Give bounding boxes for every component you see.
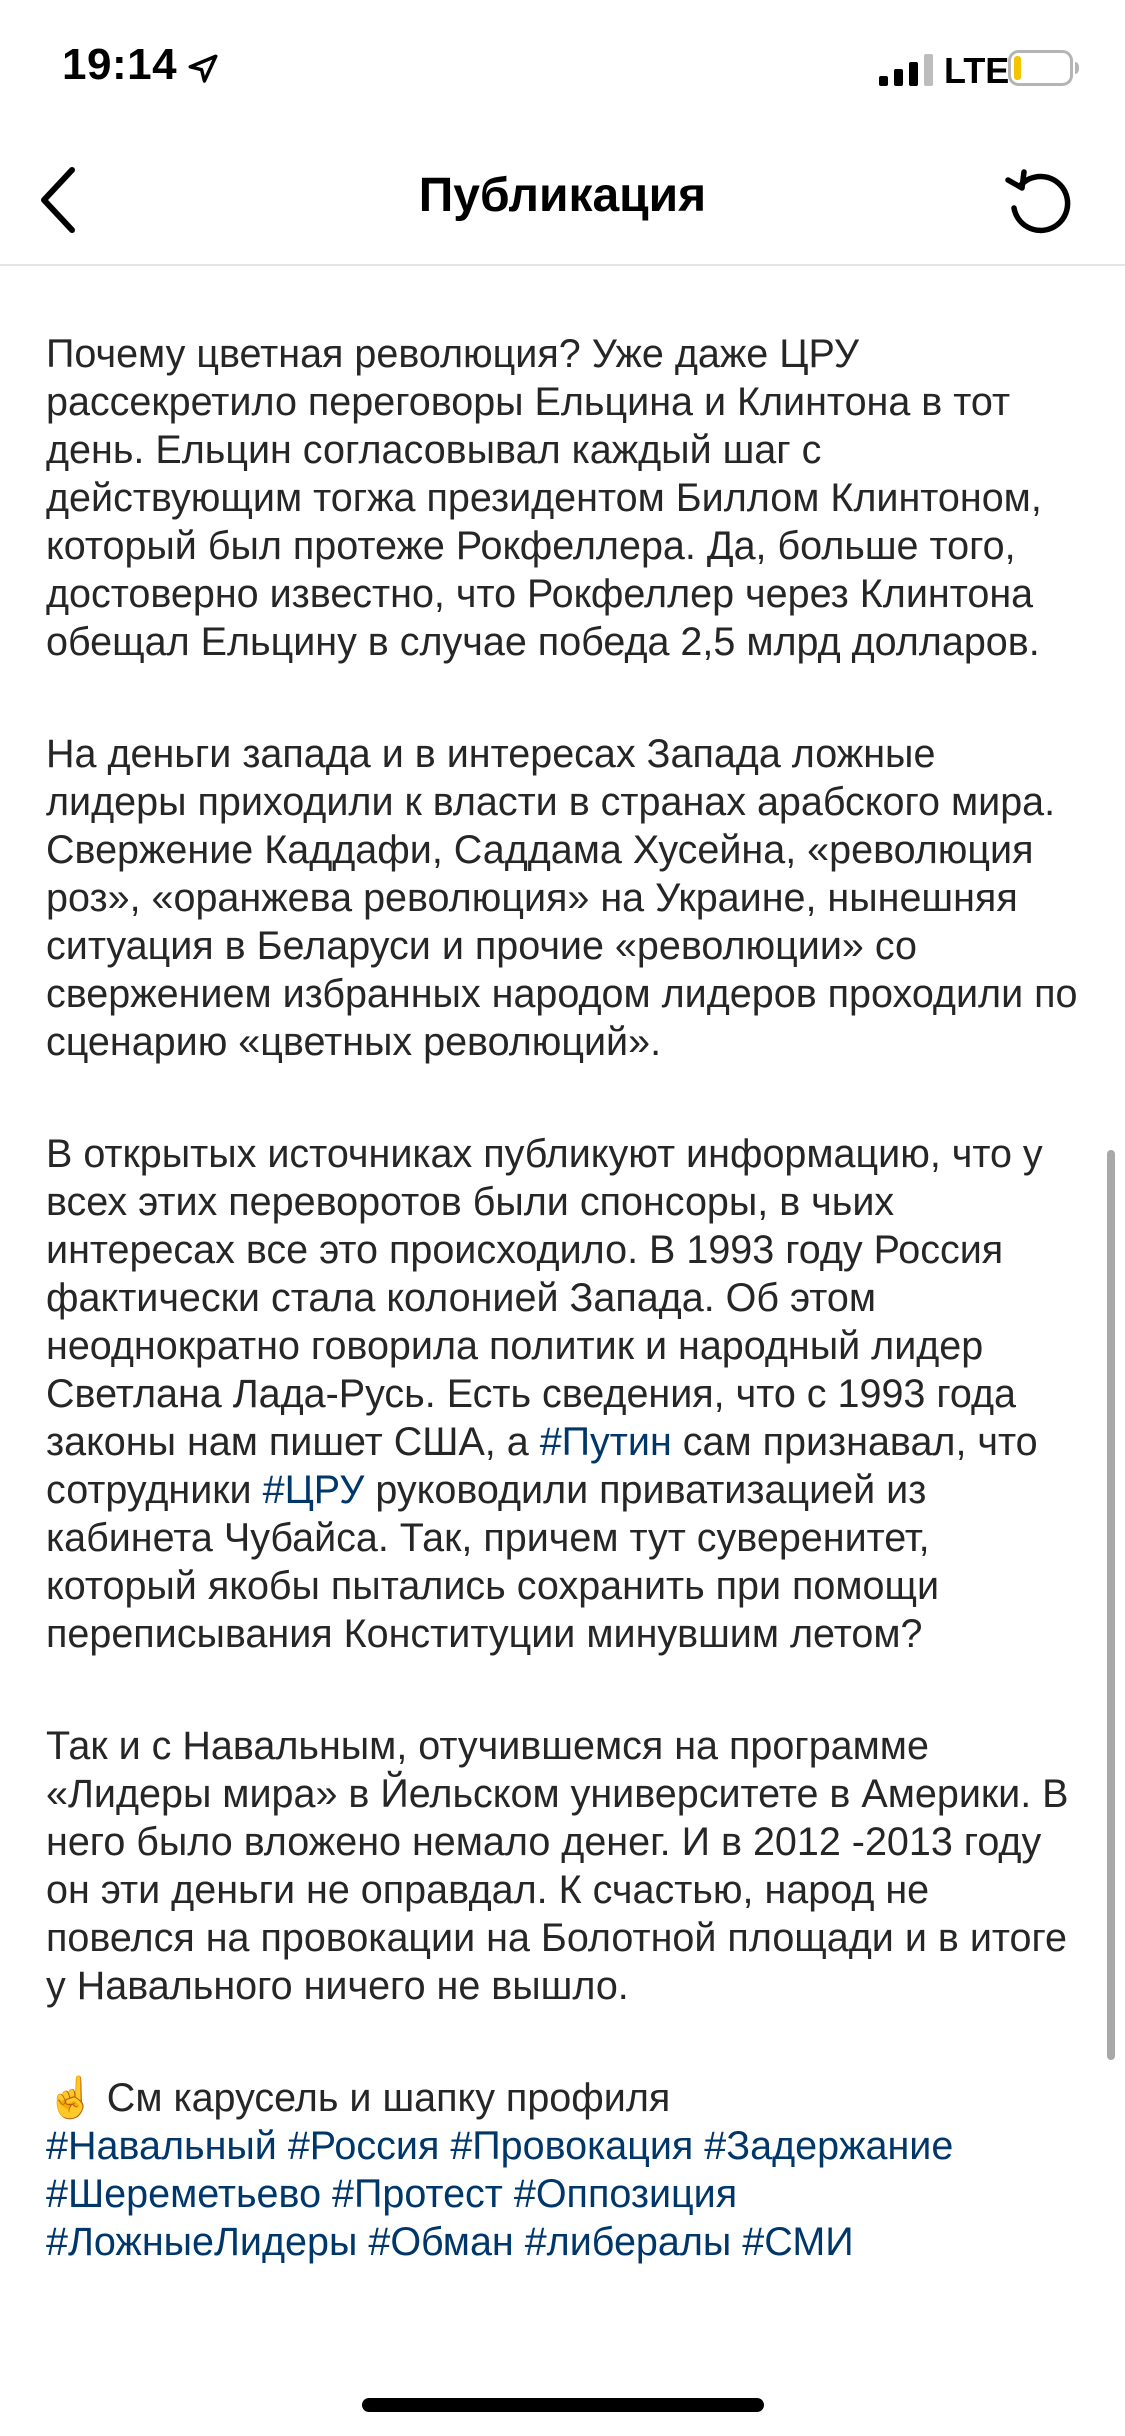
caption-paragraph-2: На деньги запада и в интересах Запада ложные лидеры приходили к власти в странах арабского мира. Свержение Каддафи, Саддама Хусейна, «революция роз», «оранжева революция» на Украине, нынешняя ситуация в Беларуси и прочие «революции» со свержением избранных народом лидеров проходили по сценарию «цветных революций».	[46, 732, 1078, 1064]
post-caption	[46, 330, 1086, 2266]
page-title: Публикация	[418, 169, 707, 222]
network-type: LTE	[944, 50, 1010, 91]
hashtags-line-3[interactable]: #ЛожныеЛидеры #Обман #либералы #СМИ	[46, 2220, 854, 2264]
hashtags-line-2[interactable]: #Шереметьево #Протест #Оппозиция	[46, 2172, 738, 2216]
caption-text: руководили приватизацией из кабинета Чубайса. Так, причем тут суверенитет, который якобы пытались сохранить при помощи переписывания Конституции минувшим летом?	[46, 1468, 940, 1656]
caption-text: В открытых источниках публикуют информацию, что у всех этих переворотов были спонсоры, в чьих интересах все это происходило. В 1993 году Россия фактически стала колонией Запада. Об этом неоднократно говорила политик и народный лидер Светлана Лада-Русь. Есть сведения, что с 1993 года законы нам пишет США, а	[46, 1132, 1043, 1464]
caption-note	[46, 2074, 1086, 2122]
hashtag-link[interactable]: #ЦРУ	[262, 1468, 365, 1512]
caption-paragraph-4: Так и с Навальным, отучившемся на программе «Лидеры мира» в Йельском университете в Америки. В него было вложено немало денег. И в 2012 -2013 году он эти деньги не оправдал. К счастью, народ не повелся на провокации на Болотной площади и в итоге у Навального ничего не вышло.	[46, 1724, 1069, 2008]
battery-icon	[1008, 50, 1080, 86]
caption-paragraph-3	[46, 1130, 1086, 1658]
signal-bars-icon	[879, 54, 937, 86]
scrollbar[interactable]	[1107, 1150, 1115, 2060]
hashtag-link[interactable]: #Путин	[539, 1420, 672, 1464]
caption-note-text: См карусель и шапку профиля	[95, 2076, 671, 2120]
refresh-icon[interactable]	[1000, 162, 1080, 242]
caption-paragraph-1: Почему цветная революция? Уже даже ЦРУ рассекретило переговоры Ельцина и Клинтона в тот день. Ельцин согласовывал каждый шаг с действующим тогжа президентом Биллом Клинтоном, который был протеже Рокфеллера. Да, больше того, достоверно известно, что Рокфеллер через Клинтона обещал Ельцину в случае победа 2,5 млрд долларов.	[46, 332, 1042, 664]
home-indicator[interactable]	[362, 2398, 764, 2412]
status-bar	[0, 0, 1125, 132]
hashtags-line-1[interactable]: #Навальный #Россия #Провокация #Задержание	[46, 2124, 954, 2168]
caption-text: сам признавал, что сотрудники	[46, 1420, 1038, 1512]
status-time: 19:14	[62, 40, 178, 89]
location-arrow-icon	[186, 52, 220, 86]
pointing-up-icon: ☝️	[46, 2076, 96, 2120]
nav-header	[0, 132, 1125, 266]
